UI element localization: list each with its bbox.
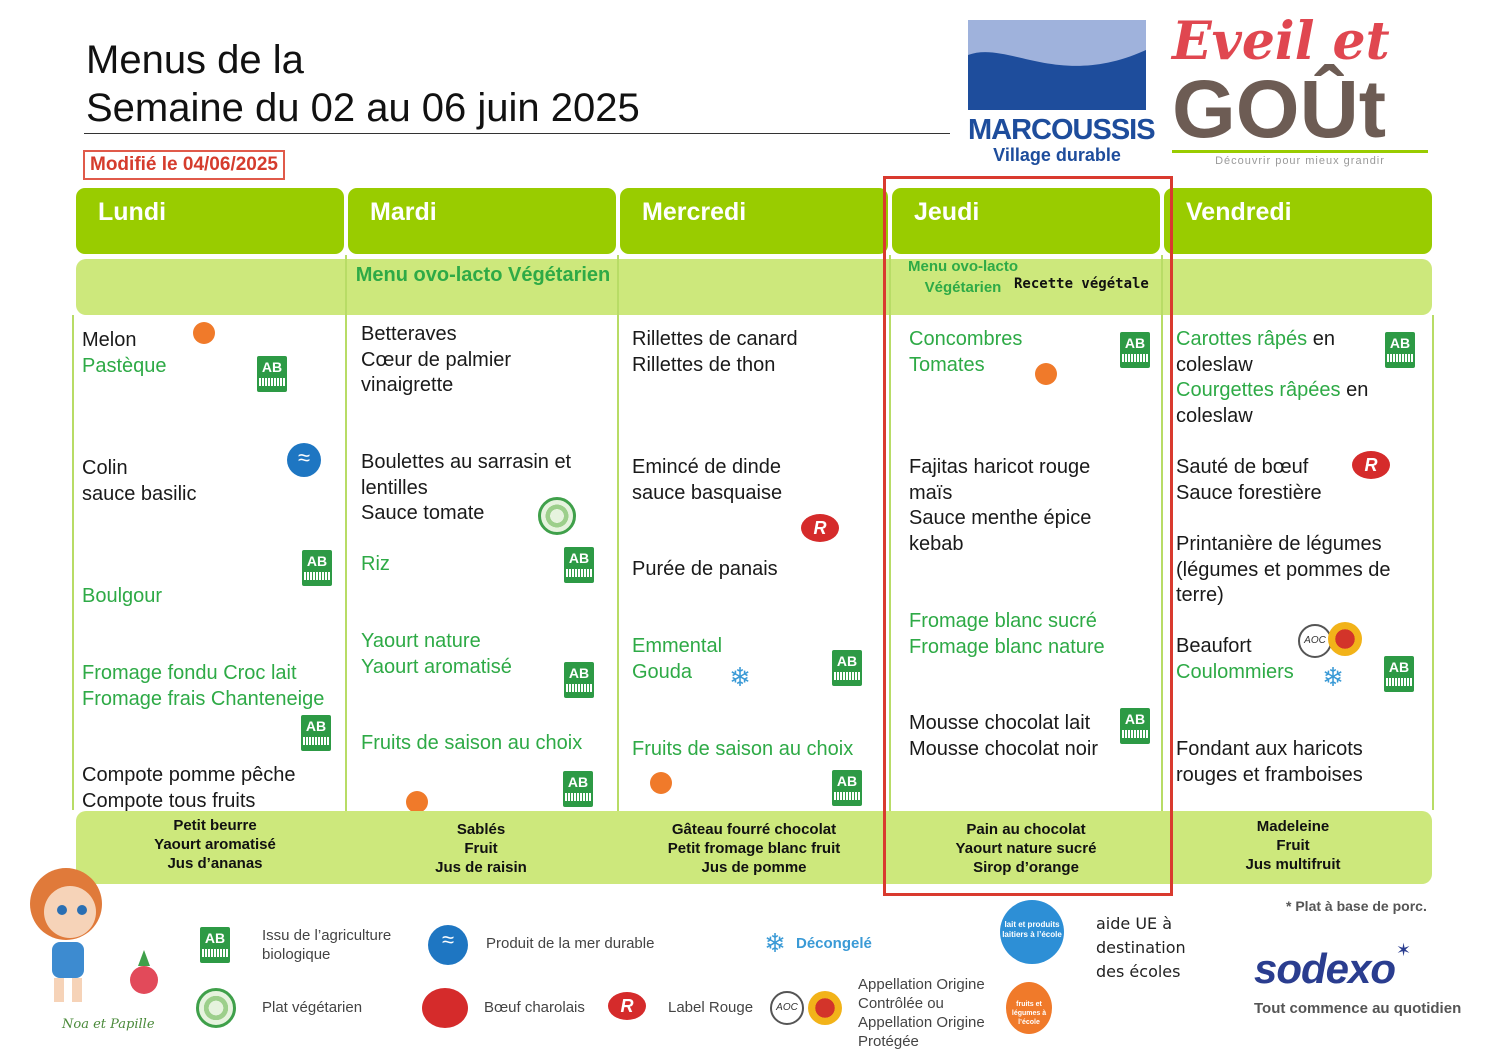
- mardi-dessert: Fruits de saison au choix: [361, 732, 583, 754]
- gouter-item: Jus multifruit: [1245, 856, 1341, 873]
- gouter-item: Sirop d’orange: [973, 859, 1079, 876]
- bio-ab-icon: AB: [302, 550, 332, 586]
- decongele-icon: ❄: [729, 662, 751, 692]
- fruits-ecole-icon: [650, 772, 672, 794]
- dish: Sauce tomate: [361, 502, 485, 524]
- porc-note: * Plat à base de porc.: [1286, 898, 1427, 914]
- recette-vegetale-label: Recette végétale: [1014, 276, 1149, 292]
- lundi-dessert: [82, 763, 295, 814]
- lait-ecole-icon: [1000, 900, 1064, 964]
- fruits-ecole-text: fruits et légumes à l’école: [1011, 1001, 1047, 1026]
- dish: lentilles: [361, 476, 428, 499]
- aide-ue-note: aide UE à destination des écoles: [1096, 914, 1186, 981]
- dish: sauce basilic: [82, 482, 197, 505]
- note-mardi: Menu ovo-lacto Végétarien: [355, 264, 611, 286]
- bio-ab-icon: AB: [257, 356, 287, 392]
- dish: Fondant aux haricots: [1176, 738, 1363, 760]
- fruits-ecole-icon: [406, 791, 428, 813]
- legend-charolais-label: Bœuf charolais: [484, 999, 585, 1016]
- dish: Mousse chocolat noir: [909, 737, 1098, 760]
- dish: Cœur de palmier: [361, 348, 512, 371]
- dish: terre): [1176, 584, 1224, 606]
- gouter-item: Yaourt aromatisé: [154, 836, 276, 853]
- jeudi-highlight-box: [883, 176, 1173, 896]
- decongele-icon: ❄: [1322, 662, 1344, 692]
- dish: Carottes râpés: [1176, 328, 1308, 350]
- legend-aop-icon: [808, 991, 842, 1025]
- mardi-laitage: [361, 629, 512, 680]
- gouter-item: Fruit: [464, 840, 498, 857]
- dish: Fromage frais Chanteneige: [82, 687, 325, 710]
- mascot-caption: Noa et Papille: [62, 1017, 155, 1032]
- legend-mer-label: Produit de la mer durable: [486, 935, 655, 952]
- menu-type-band: [76, 259, 1432, 315]
- column-rule: [72, 315, 74, 810]
- dish: Fromage blanc nature: [909, 635, 1105, 658]
- gouter-item: Sablés: [456, 821, 506, 838]
- dish: Boulettes au sarrasin et: [361, 451, 572, 473]
- eveil-tagline: Découvrir pour mieux grandir: [1172, 150, 1428, 167]
- dish: Emmental: [632, 635, 723, 657]
- dish: Compote pomme pêche: [82, 764, 296, 786]
- bio-ab-icon: AB: [1385, 332, 1415, 368]
- dish: Gouda: [632, 660, 693, 683]
- lundi-entree: [82, 328, 167, 379]
- fruits-ecole-legend-icon: [1006, 982, 1052, 1034]
- legend-vegetarien-label: Plat végétarien: [262, 999, 363, 1016]
- column-rule: [345, 255, 347, 860]
- dish: coleslaw: [1176, 353, 1253, 376]
- legend-decongele-icon: ❄: [764, 928, 786, 958]
- dish: vinaigrette: [361, 374, 454, 396]
- sodexo-tagline: Tout commence au quotidien: [1254, 1000, 1462, 1017]
- gouter-item: Fruit: [1276, 837, 1310, 854]
- mascot-icon: [4, 862, 164, 1012]
- mercredi-dessert: Fruits de saison au choix: [632, 738, 854, 760]
- dish: Rillettes de canard: [632, 328, 798, 350]
- mer-durable-icon: ≈: [287, 443, 321, 477]
- mercredi-entree: [632, 327, 798, 378]
- dish-line: [1176, 378, 1368, 404]
- bio-ab-icon: AB: [832, 770, 862, 806]
- bio-ab-icon: AB: [564, 547, 594, 583]
- dish: Yaourt nature: [361, 630, 481, 652]
- day-header-mercredi: Mercredi: [620, 188, 888, 254]
- legend-bio-icon: AB: [200, 927, 230, 963]
- note-jeudi: Menu ovo-lacto Végétarien: [907, 258, 1018, 296]
- eveil-gout-logo: [1172, 12, 1428, 188]
- dish: Betteraves: [361, 323, 457, 345]
- gouter-item: Jus de raisin: [435, 859, 527, 876]
- aop-icon: [1328, 622, 1362, 656]
- dish: Colin: [82, 457, 128, 479]
- sodexo-logo: [1254, 944, 1464, 1017]
- dish: maïs: [909, 481, 953, 504]
- legend-aop-label: Appellation Origine Contrôlée ou Appellation Origine Protégée: [858, 976, 985, 1050]
- dish: (légumes et pommes de: [1176, 558, 1391, 581]
- vendredi-accomp: [1176, 532, 1391, 609]
- bio-ab-icon: AB: [1384, 656, 1414, 692]
- dish: Pastèque: [82, 354, 167, 377]
- vendredi-plat: [1176, 455, 1322, 506]
- legend-mer-icon: ≈: [428, 925, 468, 965]
- legend-label-rouge-label: Label Rouge: [668, 999, 754, 1016]
- dish: Melon: [82, 329, 137, 351]
- gouter-item: Madeleine: [1256, 818, 1330, 835]
- dish-line: [1176, 327, 1368, 353]
- fruits-ecole-icon: [193, 322, 215, 344]
- bio-ab-icon: AB: [1120, 708, 1150, 744]
- legend-vegetarien-icon: [196, 988, 236, 1028]
- bio-ab-icon: AB: [564, 662, 594, 698]
- column-rule: [1432, 315, 1434, 810]
- dish: Sauce menthe épice: [909, 507, 1092, 529]
- dish: Compote tous fruits: [82, 789, 256, 812]
- gouter-item: Jus d’ananas: [167, 855, 263, 872]
- dish-suffix: en: [1340, 379, 1369, 401]
- marcoussis-name: MARCOUSSIS: [968, 114, 1155, 146]
- dish: Courgettes râpées: [1176, 379, 1341, 401]
- day-header-jeudi: Jeudi: [892, 188, 1160, 254]
- gouter-item: Pain au chocolat: [966, 821, 1086, 838]
- vendredi-laitage: [1176, 634, 1294, 685]
- title-divider: [84, 133, 950, 134]
- legend-aoc-icon: AOC: [770, 991, 804, 1025]
- legend-bio-label: Issu de l’agriculture biologique: [262, 927, 392, 963]
- noa-papille-mascot: [4, 862, 164, 1034]
- vendredi-dessert: [1176, 737, 1363, 788]
- dish: Fajitas haricot rouge: [909, 456, 1091, 478]
- dish: Printanière de légumes: [1176, 533, 1382, 555]
- dish: Yaourt aromatisé: [361, 655, 512, 678]
- dish: Tomates: [909, 353, 985, 376]
- dish: Sauce forestière: [1176, 481, 1322, 504]
- legend-label-rouge-icon: R: [608, 992, 646, 1020]
- mercredi-laitage: [632, 634, 722, 685]
- day-header-lundi: Lundi: [76, 188, 344, 254]
- modified-badge: Modifié le 04/06/2025: [83, 150, 285, 180]
- day-header-mardi: Mardi: [348, 188, 616, 254]
- dish: Fromage fondu Croc lait: [82, 662, 297, 684]
- bio-ab-icon: AB: [563, 771, 593, 807]
- column-rule: [617, 255, 619, 860]
- sodexo-star-icon: ✶: [1396, 940, 1412, 960]
- lundi-laitage: [82, 661, 324, 712]
- lundi-accomp: Boulgour: [82, 585, 163, 607]
- dish: sauce basquaise: [632, 481, 783, 504]
- bio-ab-icon: AB: [832, 650, 862, 686]
- dish: Fromage blanc sucré: [909, 610, 1097, 632]
- dish: rouges et framboises: [1176, 763, 1363, 786]
- lundi-plat: [82, 456, 197, 507]
- legend-decongele-label: Décongelé: [796, 935, 872, 952]
- lait-ecole-text: lait et produits laitiers à l’école: [1002, 920, 1062, 939]
- gouter-item: Petit fromage blanc fruit: [667, 840, 841, 857]
- page-title: [86, 36, 640, 132]
- aoc-icon: AOC: [1298, 624, 1332, 658]
- title-line-1: Menus de la: [86, 38, 304, 82]
- dish: Rillettes de thon: [632, 353, 776, 376]
- gouter-mardi: [346, 820, 616, 877]
- sodexo-name: sodexo: [1254, 945, 1396, 992]
- dish: Emincé de dinde: [632, 456, 781, 478]
- dish: kebab: [909, 532, 964, 555]
- dish-suffix: en: [1307, 328, 1335, 350]
- title-line-2: Semaine du 02 au 06 juin 2025: [86, 86, 640, 130]
- mardi-entree: [361, 322, 511, 399]
- bio-ab-icon: AB: [1120, 332, 1150, 368]
- eveil-line1: Eveil et: [1172, 11, 1390, 72]
- gouter-item: Petit beurre: [173, 817, 257, 834]
- marcoussis-wave-icon: [968, 20, 1146, 120]
- eveil-line2: GOÛt: [1172, 64, 1387, 155]
- marcoussis-tagline: Village durable: [993, 145, 1121, 165]
- label-rouge-icon: R: [801, 514, 839, 542]
- gouter-mercredi: [618, 820, 890, 877]
- legend-charolais-icon: [422, 988, 468, 1028]
- marcoussis-logo: [968, 20, 1155, 165]
- dish: Concombres: [909, 328, 1023, 350]
- dish: Mousse chocolat lait: [909, 712, 1091, 734]
- mardi-accomp: Riz: [361, 553, 390, 575]
- gouter-item: Gâteau fourré chocolat: [671, 821, 837, 838]
- gouter-item: Yaourt nature sucré: [955, 840, 1097, 857]
- dish: coleslaw: [1176, 404, 1253, 427]
- dish: Sauté de bœuf: [1176, 456, 1309, 478]
- dish: Beaufort: [1176, 635, 1252, 657]
- dish: Coulommiers: [1176, 660, 1294, 683]
- vendredi-entree: [1176, 327, 1368, 429]
- mercredi-accomp: Purée de panais: [632, 558, 778, 580]
- bio-ab-icon: AB: [301, 715, 331, 751]
- plat-vegetarien-icon: [538, 497, 576, 535]
- gouter-item: Jus de pomme: [701, 859, 807, 876]
- label-rouge-icon: R: [1352, 451, 1390, 479]
- gouter-vendredi: [1160, 817, 1426, 874]
- mercredi-plat: [632, 455, 782, 506]
- day-header-vendredi: Vendredi: [1164, 188, 1432, 254]
